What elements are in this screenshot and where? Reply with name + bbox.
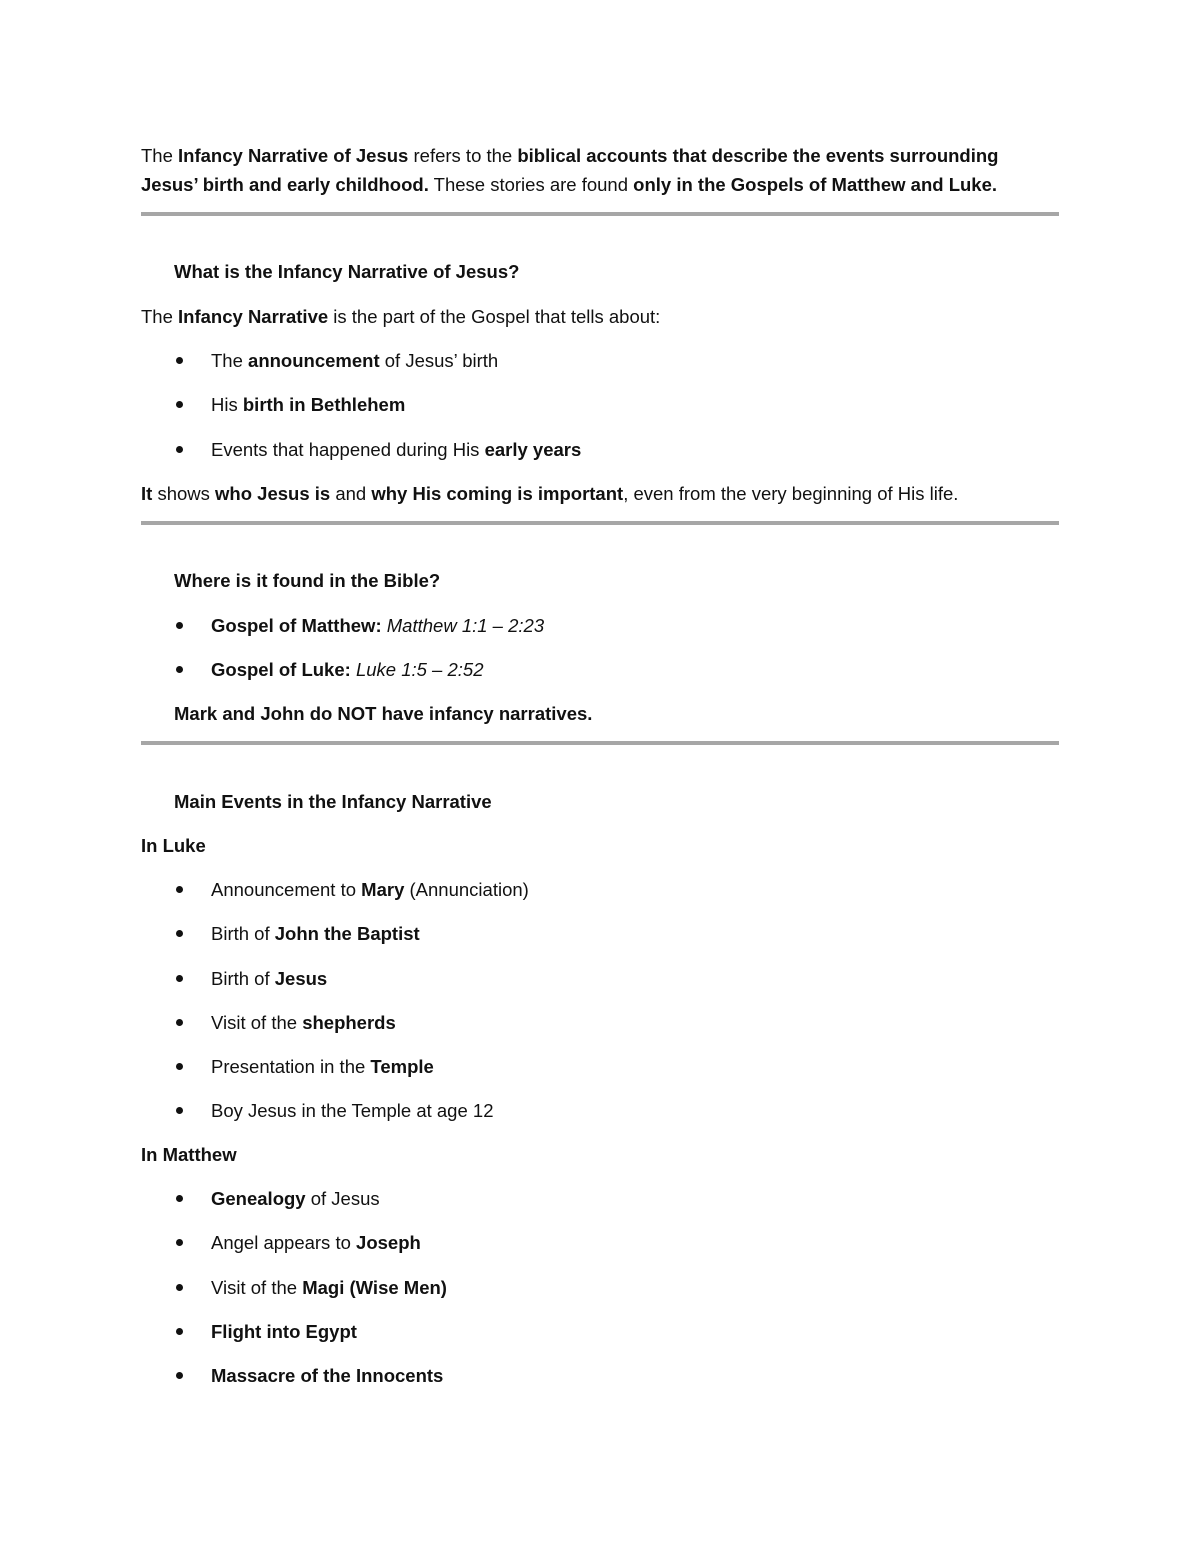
bullet-icon [176,1372,183,1379]
bullet-icon [176,1063,183,1070]
section-heading: Where is it found in the Bible? [174,570,441,591]
closing-bold: who Jesus is [215,483,331,504]
item-text: Events that happened during His [211,438,485,460]
closing-text: shows [152,483,216,504]
scripture-reference: Matthew 1:1 – 2:23 [386,615,545,636]
bullet-icon [176,1019,183,1026]
bullet-icon [176,886,183,893]
item-text: Presentation in the [211,1056,371,1078]
section-heading: What is the Infancy Narrative of Jesus? [174,261,520,282]
bullet-icon [176,975,183,982]
bullet-icon [176,1107,183,1114]
item-bold: Mary [361,879,405,900]
intro-bold: only in the Gospels of Matthew and Luke. [633,174,998,195]
horizontal-rule [141,212,1059,216]
item-bold: Genealogy [211,1188,306,1209]
item-bold: Flight into Egypt [211,1320,357,1342]
item-text: Visit of the [211,1011,303,1033]
bullet-icon [176,1328,183,1335]
intro-paragraph [141,141,1059,199]
lead-text: is the part of the Gospel that tells about: [328,306,661,327]
item-text: Angel appears to [211,1232,357,1254]
bullet-icon [176,666,183,673]
horizontal-rule [141,521,1059,525]
lead-text: The [141,306,179,327]
closing-bold: It [141,483,153,504]
item-bold: shepherds [302,1011,396,1033]
lead-bold: Infancy Narrative [178,306,329,327]
item-bold: Gospel of Matthew: [211,615,382,636]
bullet-icon [176,446,183,453]
closing-text: , even from the very beginning of His life. [623,483,959,504]
item-text: Boy Jesus in the Temple at age 12 [211,1100,494,1122]
item-text: Announcement to [211,879,362,900]
item-bold: birth in Bethlehem [242,394,406,416]
section1-closing [141,479,958,508]
item-bold: Temple [370,1056,434,1078]
item-text: Visit of the [211,1276,303,1298]
bullet-icon [176,622,183,629]
bullet-icon [176,1239,183,1246]
intro-text: refers to the [408,145,518,166]
closing-text: and [330,483,372,504]
horizontal-rule [141,741,1059,745]
item-bold: John the Baptist [274,923,420,945]
item-bold: announcement [248,350,380,371]
intro-text: The [141,145,179,166]
item-bold: Massacre of the Innocents [211,1365,444,1387]
section1-lead [141,302,660,331]
bullet-icon [176,357,183,364]
item-bold: early years [484,438,582,460]
intro-text: These stories are found [428,174,634,195]
item-text: (Annunciation) [404,879,529,900]
section-heading: Main Events in the Infancy Narrative [174,791,492,812]
subheading-matthew: In Matthew [141,1144,237,1165]
bullet-icon [176,401,183,408]
item-text: His [211,394,243,416]
bullet-icon [176,1284,183,1291]
subheading-luke: In Luke [141,835,206,856]
item-text: Birth of [211,923,275,945]
bullet-icon [176,930,183,937]
item-text: Birth of [211,967,275,989]
item-text: The [211,350,249,371]
scripture-reference: Luke 1:5 – 2:52 [355,659,484,681]
item-bold: Gospel of Luke: [211,659,351,681]
note-bold: Mark and John do NOT have infancy narratives. [174,703,593,724]
item-text: of Jesus [305,1188,380,1209]
intro-bold: biblical accounts that describe the events surrounding Jesus’ birth and early childhood. [141,145,999,195]
item-bold: Magi (Wise Men) [302,1276,447,1298]
bullet-icon [176,1195,183,1202]
item-bold: Jesus [274,967,328,989]
item-bold: Joseph [356,1232,421,1254]
section2-note [174,699,592,728]
item-text: of Jesus’ birth [379,350,499,371]
intro-bold: Infancy Narrative of Jesus [178,145,409,166]
closing-bold: why His coming is important [371,483,624,504]
